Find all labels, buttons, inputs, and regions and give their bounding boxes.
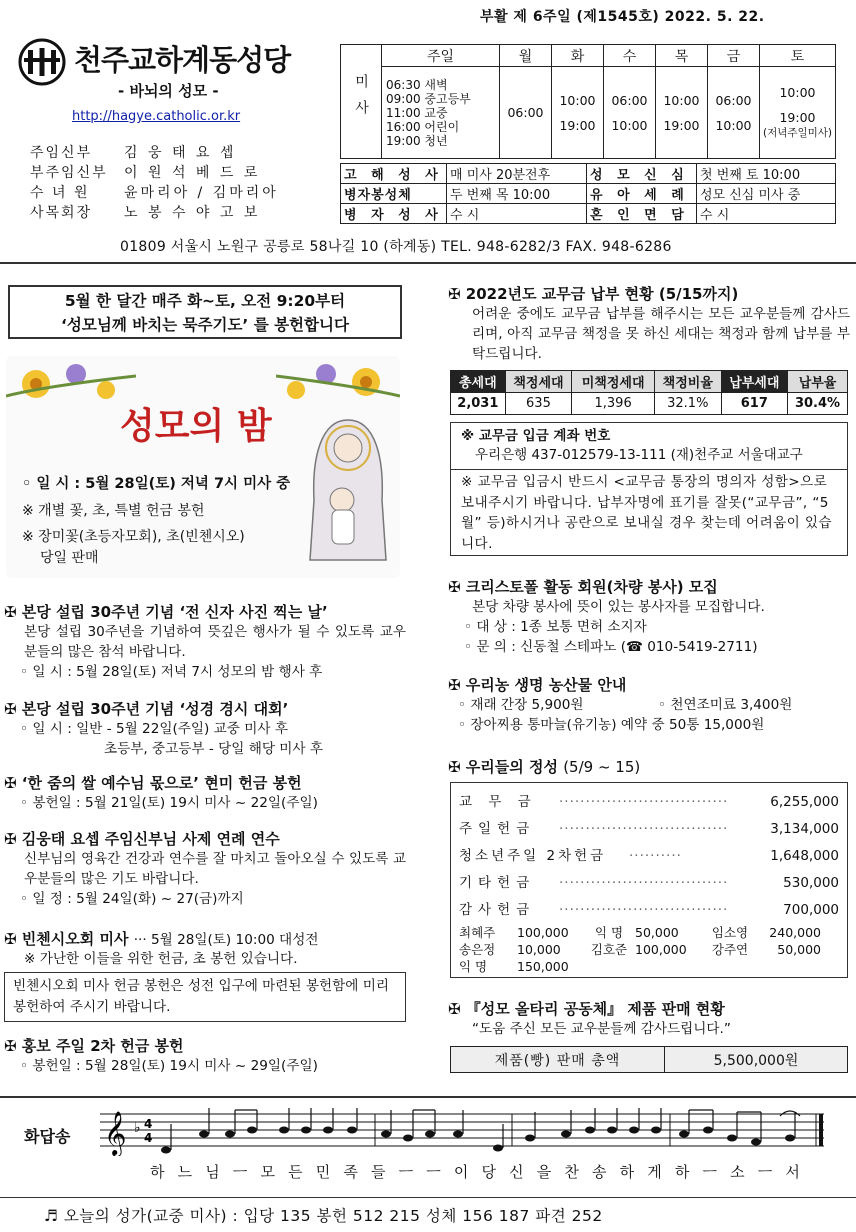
account-note: ※ 교무금 입금시 반드시 <교무금 통장의 명의자 성함>으로 보내주시기 바랍니다. 납부자명에 표기를 잘못(“교무금”, “5월” 등)하시거나 공란으로 보내실 경우 찾는데 어려움이 있습니다. xyxy=(450,470,848,556)
donor-list: 최혜주 100,000 익 명 50,000 임소영 240,000 송은정 10,000 김호준 100,000 강주연 50,000 익 명 150,000 xyxy=(459,925,821,974)
church-address: 01809 서울시 노원구 공릉로 58나길 10 (하계동) TEL. 948-6282/3 FAX. 948-6286 xyxy=(120,239,672,255)
cross-icon: ✠ xyxy=(448,758,466,776)
list-item: 주일헌금 ································ 3,134,000 xyxy=(459,821,839,837)
church-name: 천주교하계동성당 xyxy=(74,43,291,77)
psalm-lyrics: 하 느 님 ㅡ 모 든 민 족 들 ㅡ ㅡ 이 당 신 을 찬 송 하 게 하 ㅡ 소 ㅡ 서 xyxy=(150,1163,800,1181)
vincent-mass-section: ✠ 빈첸시오회 미사 ··· 5월 28일(토) 10:00 대성전 ※ 가난한 이들을 위한 헌금, 초 봉헌 있습니다. xyxy=(4,930,319,967)
mass-label: 미사 xyxy=(341,45,382,159)
cross-icon: ✠ xyxy=(4,930,22,948)
media-sunday-section: ✠ 홍보 주일 2차 헌금 봉헌 ◦ 봉헌일 : 5월 28일(토) 19시 미사 ~ 29일(주일) xyxy=(4,1037,318,1074)
rosary-notice-box: 5월 한 달간 매주 화~토, 오전 9:20부터 ‘성모님께 바치는 묵주기도’ 를 봉헌합니다 xyxy=(8,285,402,339)
offerings-box xyxy=(450,782,848,978)
cross-icon: ✠ xyxy=(4,1037,22,1055)
issue-info: 부활 제 6주일 (제1545호) 2022. 5. 22. xyxy=(480,9,765,25)
church-subtitle: - 바뇌의 성모 - xyxy=(118,82,219,100)
sales-table: 제품(빵) 판매 총액 5,500,000원 xyxy=(450,1046,848,1073)
cross-icon: ✠ xyxy=(448,1000,466,1018)
cross-icon: ✠ xyxy=(4,700,22,718)
flower-icon xyxy=(276,356,400,416)
svg-text:4: 4 xyxy=(144,1131,153,1145)
svg-text:♭: ♭ xyxy=(134,1120,141,1136)
flower-icon xyxy=(6,356,136,416)
mass-schedule-table: 미사 주일 월 화 수 목 금 토 06:30 새벽 09:00 중고등부 11:00 교중 16:00 어린이 19:00 청년 06:00 10:00 19:00 06:00 10:00 10:00 19:00 06:00 10:00 10:00 19:00 (저녁주일미사) xyxy=(340,44,836,159)
svg-text:4: 4 xyxy=(144,1117,153,1131)
dues-table: 총세대 책정세대 미책정세대 책정비율 납부세대 납부율 2,031 635 1,396 32.1% 617 30.4% xyxy=(450,370,848,415)
marian-night-title: 성모의 밤 xyxy=(120,405,272,447)
staff-list: 주임신부 김 웅 태 요 셉 부주임신부 이 원 석 베 드 로 수 녀 원 윤마리아 / 김마리아 사목회장 노 봉 수 야 고 보 xyxy=(30,145,279,221)
hymn-list: ♬ 오늘의 성가(교중 미사) : 입당 135 봉헌 512 215 성체 156 187 파견 252 xyxy=(44,1207,603,1225)
marian-night-date: ◦ 일 시 : 5월 28일(토) 저녁 7시 미사 중 xyxy=(22,476,291,492)
marian-night-note: ※ 개별 꽃, 초, 특별 헌금 봉헌 xyxy=(22,503,205,519)
marian-night-note: ※ 장미꽃(초등자모회), 초(빈첸시오) 당일 판매 xyxy=(22,529,245,566)
church-logo-icon xyxy=(18,38,66,86)
cross-icon: ✠ xyxy=(4,603,22,621)
mary-and-child-icon xyxy=(300,410,396,570)
list-item: 교 무 금 ································ 6,255,000 xyxy=(459,794,839,810)
svg-text:𝄞: 𝄞 xyxy=(104,1111,127,1155)
list-item: 청소년주일 2차헌금 ·········· 1,648,000 xyxy=(459,848,839,864)
cross-icon: ✠ xyxy=(448,578,466,596)
cross-icon: ✠ xyxy=(4,830,22,848)
bakery-section: ✠ 『성모 올타리 공동체』 제품 판매 현황 “도움 주신 모든 교우분들께 감사드립니다.” xyxy=(448,1000,731,1037)
volunteer-section: ✠ 크리스토폴 활동 회원(차량 봉사) 모집 본당 차량 봉사에 뜻이 있는 봉사자를 모집합니다. ◦ 대 상 : 1종 보통 면허 소지자 ◦ 문 의 : 신동철 스테파노 (☎ 010-5419-2711) xyxy=(448,578,765,655)
sacrament-table: 고 해 성 사 매 미사 20분전후 성 모 신 심 첫 번째 토 10:00 병자봉성체 두 번째 목 10:00 유 아 세 례 성모 신심 미사 중 병 자 성 사 수 시 혼 인 면 담 수 시 xyxy=(340,163,836,224)
woorinong-section: ✠ 우리농 생명 농산물 안내 ◦ 재래 간장 5,900원 ◦ 천연조미료 3,400원 ◦ 장아찌용 통마늘(유기농) 예약 중 50통 15,000원 xyxy=(448,676,793,733)
cross-icon: ✠ xyxy=(4,774,22,792)
divider xyxy=(0,1197,856,1198)
psalm-label: 화답송 xyxy=(24,1127,71,1146)
priest-retreat-section: ✠ 김웅태 요셉 주임신부님 사제 연례 연수 신부님의 영육간 건강과 연수를 잘 마치고 돌아오실 수 있도록 교우분들의 많은 기도 바랍니다. ◦ 일 정 : 5월 24일(화) ~ 27(금)까지 xyxy=(4,830,406,907)
vincent-note-box: 빈첸시오회 미사 헌금 봉헌은 성전 입구에 마련된 봉헌함에 미리 봉헌하여 주시기 바랍니다. xyxy=(4,972,406,1022)
rice-offering-section: ✠ ‘한 줌의 쌀 예수님 몫으로’ 현미 헌금 봉헌 ◦ 봉헌일 : 5월 21일(토) 19시 미사 ~ 22일(주일) xyxy=(4,774,318,811)
divider xyxy=(0,1096,856,1098)
dues-section: ✠ 2022년도 교무금 납부 현황 (5/15까지) 어려운 중에도 교무금 납부를 해주시는 모든 교우분들께 감사드리며, 아직 교무금 책정을 못 하신 세대는 책정과 함께 납부를 부탁드립니다. xyxy=(448,285,850,362)
bible-quiz-section: ✠ 본당 설립 30주년 기념 ‘성경 경시 대회’ ◦ 일 시 : 일반 - 5월 22일(주일) 교중 미사 후 초등부, 중고등부 - 당일 해당 미사 후 xyxy=(4,700,323,757)
music-staff-icon xyxy=(100,1108,824,1156)
list-item: 기타헌금 ································ 530,000 xyxy=(459,875,839,891)
church-url-link[interactable]: http://hagye.catholic.or.kr xyxy=(72,109,241,124)
cross-icon: ✠ xyxy=(448,676,466,694)
photo-day-section: ✠ 본당 설립 30주년 기념 ‘전 신자 사진 찍는 날’ 본당 설립 30주년을 기념하여 뜻깊은 행사가 될 수 있도록 교우분들의 많은 참석 바랍니다. ◦ 일 시 : 5월 28일(토) 저녁 7시 성모의 밤 행사 후 xyxy=(4,603,406,680)
list-item: 감사헌금 ································ 700,000 xyxy=(459,902,839,918)
offerings-section: ✠ 우리들의 정성 (5/9 ~ 15) xyxy=(448,758,641,776)
divider xyxy=(0,262,856,264)
cross-icon: ✠ xyxy=(448,285,466,303)
account-box: ※ 교무금 입금 계좌 번호 우리은행 437-012579-13-111 (재)천주교 서울대교구 xyxy=(450,422,848,470)
